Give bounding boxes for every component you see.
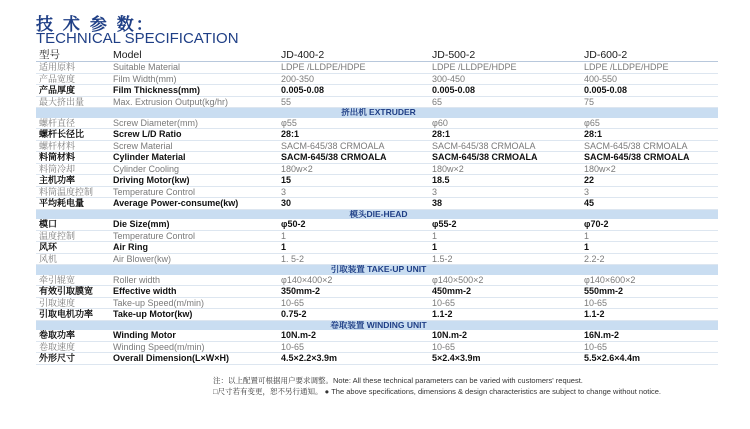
row-value-model-3: LDPE /LLDPE/HDPE: [581, 62, 718, 74]
row-value-model-2: 10-65: [429, 341, 581, 353]
row-value-model-2: 10N.m-2: [429, 330, 581, 341]
row-value-model-1: 1. 5-2: [278, 253, 429, 265]
table-header-row: [36, 49, 718, 62]
row-label-en: Cylinder Material: [110, 152, 278, 164]
row-label-cn: 主机功率: [36, 175, 110, 187]
table-row: [36, 253, 718, 265]
row-value-model-2: 65: [429, 96, 581, 108]
row-value-model-3: φ70-2: [581, 219, 718, 230]
section-title: 挤出机 EXTRUDER: [36, 108, 718, 118]
section-title: 模头DIE-HEAD: [36, 209, 718, 219]
section-title: 引取装置 TAKE-UP UNIT: [36, 265, 718, 275]
row-label-en: Driving Motor(kw): [110, 175, 278, 187]
row-value-model-2: 1.1-2: [429, 309, 581, 321]
row-label-en: Overall Dimension(L×W×H): [110, 353, 278, 365]
row-value-model-1: 0.75-2: [278, 309, 429, 321]
row-label-cn: 料筒冷却: [36, 163, 110, 175]
row-value-model-3: 3: [581, 186, 718, 198]
row-label-en: Take-up Motor(kw): [110, 309, 278, 321]
row-label-en: Max. Extrusion Output(kg/hr): [110, 96, 278, 108]
row-label-en: Temperature Control: [110, 186, 278, 198]
row-label-en: Average Power-consume(kw): [110, 198, 278, 210]
row-value-model-3: 2.2-2: [581, 253, 718, 265]
row-value-model-1: φ140×400×2: [278, 275, 429, 286]
row-label-cn: 料筒材料: [36, 152, 110, 164]
row-label-cn: 螺杆直径: [36, 118, 110, 129]
page-title-cn: 技 术 参 数：: [36, 15, 155, 35]
header-model-3: JD-600-2: [581, 49, 718, 62]
section-header-row: [36, 320, 718, 330]
table-row: [36, 129, 718, 141]
row-label-cn: 产品厚度: [36, 85, 110, 97]
section-header-row: [36, 209, 718, 219]
row-value-model-1: 4.5×2.2×3.9m: [278, 353, 429, 365]
table-row: [36, 242, 718, 254]
row-value-model-3: 22: [581, 175, 718, 187]
row-value-model-1: 10-65: [278, 297, 429, 309]
row-value-model-3: 550mm-2: [581, 286, 718, 298]
row-label-cn: 平均耗电量: [36, 198, 110, 210]
row-value-model-1: 1: [278, 242, 429, 254]
row-label-en: Take-up Speed(m/min): [110, 297, 278, 309]
row-label-en: Screw Material: [110, 140, 278, 152]
row-label-cn: 风机: [36, 253, 110, 265]
table-row: [36, 341, 718, 353]
table-row: [36, 186, 718, 198]
row-value-model-2: 180w×2: [429, 163, 581, 175]
row-label-en: Cylinder Cooling: [110, 163, 278, 175]
table-row: [36, 163, 718, 175]
row-value-model-3: SACM-645/38 CRMOALA: [581, 152, 718, 164]
row-label-en: Screw L/D Ratio: [110, 129, 278, 141]
row-label-en: Effective width: [110, 286, 278, 298]
row-label-cn: 卷取速度: [36, 341, 110, 353]
row-label-cn: 料筒温度控制: [36, 186, 110, 198]
row-value-model-1: 200-350: [278, 73, 429, 85]
row-value-model-2: 1: [429, 242, 581, 254]
row-label-en: Roller width: [110, 275, 278, 286]
row-value-model-1: 55: [278, 96, 429, 108]
row-value-model-3: φ140×600×2: [581, 275, 718, 286]
row-value-model-3: 10-65: [581, 341, 718, 353]
header-model-2: JD-500-2: [429, 49, 581, 62]
row-value-model-2: SACM-645/38 CRMOALA: [429, 140, 581, 152]
table-row: [36, 62, 718, 74]
section-title: 卷取装置 WINDING UNIT: [36, 320, 718, 330]
table-row: [36, 297, 718, 309]
row-value-model-3: 28:1: [581, 129, 718, 141]
footnote-2: □尺寸若有变更，恕不另行通知。 ● The above specifications, dimensions & design characteristics are subject to change without notice.: [213, 387, 661, 396]
row-value-model-2: 450mm-2: [429, 286, 581, 298]
row-value-model-3: 400-550: [581, 73, 718, 85]
header-model-en: Model: [110, 49, 278, 62]
row-label-en: Screw Diameter(mm): [110, 118, 278, 129]
row-value-model-3: 5.5×2.6×4.4m: [581, 353, 718, 365]
row-value-model-2: 28:1: [429, 129, 581, 141]
row-label-cn: 螺杆材料: [36, 140, 110, 152]
row-value-model-1: φ55: [278, 118, 429, 129]
row-value-model-3: 45: [581, 198, 718, 210]
table-row: [36, 96, 718, 108]
row-value-model-3: 75: [581, 96, 718, 108]
row-label-cn: 引取速度: [36, 297, 110, 309]
row-value-model-3: 1.1-2: [581, 309, 718, 321]
table-row: [36, 175, 718, 187]
row-value-model-3: 0.005-0.08: [581, 85, 718, 97]
row-value-model-1: 0.005-0.08: [278, 85, 429, 97]
row-label-cn: 外形尺寸: [36, 353, 110, 365]
row-value-model-1: 28:1: [278, 129, 429, 141]
row-label-en: Air Ring: [110, 242, 278, 254]
section-header-row: [36, 108, 718, 118]
row-value-model-3: 10-65: [581, 297, 718, 309]
table-row: [36, 330, 718, 341]
row-label-en: Film Width(mm): [110, 73, 278, 85]
spec-table-body: [36, 49, 718, 364]
table-row: [36, 85, 718, 97]
row-value-model-2: LDPE /LLDPE/HDPE: [429, 62, 581, 74]
row-value-model-2: 10-65: [429, 297, 581, 309]
row-label-cn: 模口: [36, 219, 110, 230]
row-value-model-2: 0.005-0.08: [429, 85, 581, 97]
table-row: [36, 230, 718, 242]
row-value-model-1: 15: [278, 175, 429, 187]
section-header-row: [36, 265, 718, 275]
row-value-model-1: 1: [278, 230, 429, 242]
row-value-model-1: φ50-2: [278, 219, 429, 230]
header-model-cn: 型号: [36, 49, 110, 62]
row-value-model-1: 180w×2: [278, 163, 429, 175]
row-label-cn: 最大挤出量: [36, 96, 110, 108]
row-value-model-1: SACM-645/38 CRMOALA: [278, 140, 429, 152]
table-row: [36, 73, 718, 85]
table-row: [36, 140, 718, 152]
row-label-en: Winding Motor: [110, 330, 278, 341]
row-label-en: Winding Speed(m/min): [110, 341, 278, 353]
row-value-model-2: φ140×500×2: [429, 275, 581, 286]
row-value-model-1: 30: [278, 198, 429, 210]
table-row: [36, 198, 718, 210]
table-row: [36, 286, 718, 298]
row-value-model-1: 10N.m-2: [278, 330, 429, 341]
row-label-cn: 产品宽度: [36, 73, 110, 85]
row-label-cn: 卷取功率: [36, 330, 110, 341]
header-model-1: JD-400-2: [278, 49, 429, 62]
row-label-en: Suitable Material: [110, 62, 278, 74]
row-label-cn: 螺杆长径比: [36, 129, 110, 141]
row-value-model-1: 350mm-2: [278, 286, 429, 298]
row-label-en: Temperature Control: [110, 230, 278, 242]
row-label-en: Film Thickness(mm): [110, 85, 278, 97]
row-value-model-2: SACM-645/38 CRMOALA: [429, 152, 581, 164]
row-value-model-3: 1: [581, 242, 718, 254]
row-value-model-3: 180w×2: [581, 163, 718, 175]
row-value-model-2: 1.5-2: [429, 253, 581, 265]
row-label-en: Air Blower(kw): [110, 253, 278, 265]
table-row: [36, 309, 718, 321]
row-value-model-2: 1: [429, 230, 581, 242]
row-value-model-1: 10-65: [278, 341, 429, 353]
table-row: [36, 275, 718, 286]
table-row: [36, 152, 718, 164]
row-value-model-2: φ55-2: [429, 219, 581, 230]
row-value-model-2: φ60: [429, 118, 581, 129]
row-value-model-3: 1: [581, 230, 718, 242]
row-value-model-2: 5×2.4×3.9m: [429, 353, 581, 365]
row-value-model-2: 38: [429, 198, 581, 210]
row-value-model-1: 3: [278, 186, 429, 198]
table-row: [36, 353, 718, 365]
row-label-cn: 牵引辊宽: [36, 275, 110, 286]
page-title-en: TECHNICAL SPECIFICATION: [36, 30, 239, 47]
row-value-model-3: 16N.m-2: [581, 330, 718, 341]
row-label-cn: 引取电机功率: [36, 309, 110, 321]
row-value-model-2: 18.5: [429, 175, 581, 187]
row-value-model-2: 3: [429, 186, 581, 198]
spec-table: [36, 49, 718, 365]
row-label-cn: 适用原料: [36, 62, 110, 74]
row-label-cn: 风环: [36, 242, 110, 254]
row-value-model-1: LDPE /LLDPE/HDPE: [278, 62, 429, 74]
footnote-1: 注：以上配置可根据用户要求调整。Note: All these technical parameters can be varied with customers' request.: [213, 376, 583, 385]
row-label-cn: 有效引取膜宽: [36, 286, 110, 298]
row-value-model-1: SACM-645/38 CRMOALA: [278, 152, 429, 164]
table-row: [36, 118, 718, 129]
table-row: [36, 219, 718, 230]
row-value-model-3: φ65: [581, 118, 718, 129]
row-value-model-3: SACM-645/38 CRMOALA: [581, 140, 718, 152]
row-value-model-2: 300-450: [429, 73, 581, 85]
footnotes: [213, 375, 661, 397]
row-label-cn: 温度控制: [36, 230, 110, 242]
row-label-en: Die Size(mm): [110, 219, 278, 230]
